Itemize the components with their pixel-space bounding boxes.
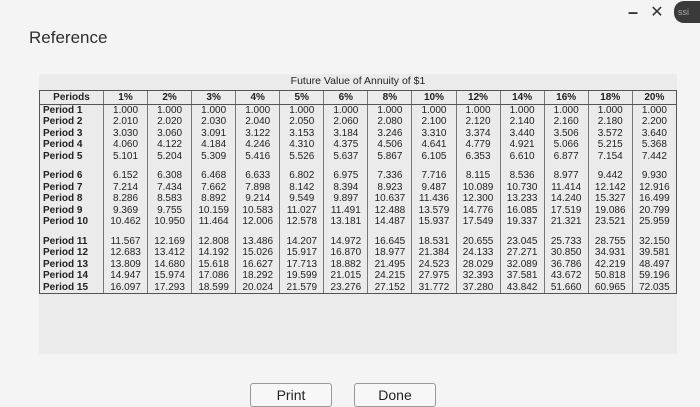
table-cell: 4.506	[368, 139, 412, 151]
table-cell: 12.808	[192, 236, 236, 248]
table-cell: 1.000	[632, 104, 676, 116]
table-row	[40, 193, 677, 205]
table-cell: 1.000	[148, 104, 192, 116]
table-cell: 43.842	[500, 282, 544, 294]
table-cell: 14.776	[456, 205, 500, 217]
table-cell: 15.917	[280, 247, 324, 259]
header-rate: 1%	[104, 91, 148, 105]
table-cell: 4.641	[412, 139, 456, 151]
table-cell: 21.015	[324, 270, 368, 282]
table-cell: 21.495	[368, 259, 412, 271]
table-cell: 3.506	[544, 128, 588, 140]
table-cell: 15.974	[148, 270, 192, 282]
table-cell: 32.393	[456, 270, 500, 282]
close-icon[interactable]: ✕	[650, 4, 664, 21]
table-cell: 24.523	[412, 259, 456, 271]
table-cell: 5.066	[544, 139, 588, 151]
table-cell: 13.412	[148, 247, 192, 259]
spacer-cell	[412, 228, 456, 236]
header-rate: 6%	[324, 91, 368, 105]
header-row	[40, 91, 677, 105]
table-cell: 7.716	[412, 170, 456, 182]
table-cell: 3.440	[500, 128, 544, 140]
table-cell: 14.947	[104, 270, 148, 282]
table-cell: 8.583	[148, 193, 192, 205]
table-cell: 17.293	[148, 282, 192, 294]
table-cell: 18.292	[236, 270, 280, 282]
table-cell: 3.091	[192, 128, 236, 140]
table-cell: 4.060	[104, 139, 148, 151]
table-cell: 14.207	[280, 236, 324, 248]
table-cell: 36.786	[544, 259, 588, 271]
table-cell: 4.184	[192, 139, 236, 151]
table-cell: 12.916	[632, 182, 676, 194]
table-cell: 2.200	[632, 116, 676, 128]
spacer-cell	[500, 228, 544, 236]
header-rate: 2%	[148, 91, 192, 105]
table-cell: 8.394	[324, 182, 368, 194]
table-cell: 7.662	[192, 182, 236, 194]
table-cell: 2.010	[104, 116, 148, 128]
header-periods: Periods	[40, 91, 104, 105]
table-row	[40, 236, 677, 248]
table-cell: 7.434	[148, 182, 192, 194]
spacer-cell	[192, 228, 236, 236]
header-rate: 10%	[412, 91, 456, 105]
table-cell: 5.368	[632, 139, 676, 151]
spacer-cell	[588, 228, 632, 236]
table-cell: 16.097	[104, 282, 148, 294]
table-cell: 17.549	[456, 216, 500, 228]
header-rate: 14%	[500, 91, 544, 105]
table-cell: 37.581	[500, 270, 544, 282]
table-cell: 11.414	[544, 182, 588, 194]
table-cell: 6.353	[456, 151, 500, 163]
table-cell: 4.246	[236, 139, 280, 151]
table-cell: 27.975	[412, 270, 456, 282]
table-cell: 7.214	[104, 182, 148, 194]
spacer-cell	[324, 228, 368, 236]
table-cell: 34.931	[588, 247, 632, 259]
header-rate: 18%	[588, 91, 632, 105]
header-rate: 3%	[192, 91, 236, 105]
table-cell: 2.020	[148, 116, 192, 128]
table-cell: 13.233	[500, 193, 544, 205]
table-cell: 3.184	[324, 128, 368, 140]
table-cell: 1.000	[280, 104, 324, 116]
table-cell: 4.779	[456, 139, 500, 151]
table-cell: 11.567	[104, 236, 148, 248]
table-cell: 1.000	[368, 104, 412, 116]
annuity-table-container	[39, 74, 677, 354]
table-cell: 7.336	[368, 170, 412, 182]
header-rate: 12%	[456, 91, 500, 105]
row-label: Period 13	[40, 259, 104, 271]
spacer-cell	[40, 162, 104, 170]
table-cell: 27.152	[368, 282, 412, 294]
table-row	[40, 116, 677, 128]
row-label: Period 14	[40, 270, 104, 282]
table-cell: 20.655	[456, 236, 500, 248]
table-cell: 2.050	[280, 116, 324, 128]
table-cell: 5.309	[192, 151, 236, 163]
table-cell: 12.169	[148, 236, 192, 248]
table-row	[40, 139, 677, 151]
table-cell: 1.000	[544, 104, 588, 116]
row-label: Period 8	[40, 193, 104, 205]
spacer-cell	[280, 228, 324, 236]
spacer-cell	[104, 228, 148, 236]
table-cell: 20.024	[236, 282, 280, 294]
table-row	[40, 170, 677, 182]
table-cell: 21.321	[544, 216, 588, 228]
table-cell: 9.487	[412, 182, 456, 194]
table-cell: 15.937	[412, 216, 456, 228]
row-label: Period 9	[40, 205, 104, 217]
table-row	[40, 128, 677, 140]
table-cell: 4.122	[148, 139, 192, 151]
table-cell: 2.040	[236, 116, 280, 128]
table-cell: 42.219	[588, 259, 632, 271]
table-cell: 12.300	[456, 193, 500, 205]
table-cell: 25.733	[544, 236, 588, 248]
row-label: Period 11	[40, 236, 104, 248]
table-cell: 30.850	[544, 247, 588, 259]
table-cell: 10.583	[236, 205, 280, 217]
table-cell: 3.060	[148, 128, 192, 140]
table-row	[40, 270, 677, 282]
table-cell: 6.610	[500, 151, 544, 163]
table-cell: 8.923	[368, 182, 412, 194]
print-button[interactable]: Print	[250, 383, 332, 407]
spacer-cell	[588, 162, 632, 170]
row-spacer	[40, 228, 677, 236]
minimize-icon[interactable]: –	[627, 1, 638, 22]
row-label: Period 2	[40, 116, 104, 128]
table-cell: 43.672	[544, 270, 588, 282]
table-cell: 9.930	[632, 170, 676, 182]
spacer-cell	[104, 162, 148, 170]
table-cell: 1.000	[104, 104, 148, 116]
table-cell: 8.536	[500, 170, 544, 182]
table-row	[40, 104, 677, 116]
table-cell: 6.308	[148, 170, 192, 182]
table-cell: 23.276	[324, 282, 368, 294]
table-cell: 15.327	[588, 193, 632, 205]
table-cell: 16.499	[632, 193, 676, 205]
table-cell: 2.140	[500, 116, 544, 128]
table-cell: 17.086	[192, 270, 236, 282]
spacer-cell	[148, 162, 192, 170]
table-cell: 3.374	[456, 128, 500, 140]
table-cell: 5.215	[588, 139, 632, 151]
table-cell: 12.683	[104, 247, 148, 259]
table-cell: 5.637	[324, 151, 368, 163]
row-label: Period 15	[40, 282, 104, 294]
table-cell: 24.215	[368, 270, 412, 282]
table-cell: 12.006	[236, 216, 280, 228]
table-cell: 8.142	[280, 182, 324, 194]
table-cell: 3.153	[280, 128, 324, 140]
spacer-cell	[456, 162, 500, 170]
table-cell: 48.497	[632, 259, 676, 271]
table-cell: 14.240	[544, 193, 588, 205]
table-cell: 19.086	[588, 205, 632, 217]
table-cell: 12.142	[588, 182, 632, 194]
done-button[interactable]: Done	[354, 383, 436, 407]
spacer-cell	[280, 162, 324, 170]
table-cell: 72.035	[632, 282, 676, 294]
table-row	[40, 182, 677, 194]
table-cell: 25.959	[632, 216, 676, 228]
table-cell: 3.572	[588, 128, 632, 140]
future-value-annuity-table	[39, 90, 677, 294]
table-row	[40, 282, 677, 294]
table-cell: 10.159	[192, 205, 236, 217]
background-window-tab	[674, 1, 700, 23]
table-cell: 5.204	[148, 151, 192, 163]
table-cell: 23.045	[500, 236, 544, 248]
table-cell: 4.921	[500, 139, 544, 151]
header-rate: 8%	[368, 91, 412, 105]
table-cell: 14.680	[148, 259, 192, 271]
table-cell: 3.640	[632, 128, 676, 140]
table-cell: 16.870	[324, 247, 368, 259]
table-cell: 37.280	[456, 282, 500, 294]
table-cell: 10.089	[456, 182, 500, 194]
table-cell: 10.950	[148, 216, 192, 228]
table-cell: 11.436	[412, 193, 456, 205]
table-cell: 31.772	[412, 282, 456, 294]
table-cell: 14.487	[368, 216, 412, 228]
table-cell: 1.000	[456, 104, 500, 116]
table-cell: 12.578	[280, 216, 324, 228]
spacer-cell	[324, 162, 368, 170]
row-label: Period 6	[40, 170, 104, 182]
table-cell: 50.818	[588, 270, 632, 282]
table-cell: 19.599	[280, 270, 324, 282]
table-row	[40, 151, 677, 163]
spacer-cell	[40, 228, 104, 236]
table-cell: 5.526	[280, 151, 324, 163]
header-rate: 4%	[236, 91, 280, 105]
header-rate: 20%	[632, 91, 676, 105]
table-cell: 17.713	[280, 259, 324, 271]
row-label: Period 7	[40, 182, 104, 194]
header-rate: 5%	[280, 91, 324, 105]
table-cell: 10.730	[500, 182, 544, 194]
table-cell: 21.579	[280, 282, 324, 294]
table-cell: 14.192	[192, 247, 236, 259]
table-row	[40, 205, 677, 217]
table-cell: 9.549	[280, 193, 324, 205]
table-body	[40, 104, 677, 294]
table-cell: 13.809	[104, 259, 148, 271]
table-cell: 6.152	[104, 170, 148, 182]
table-cell: 5.867	[368, 151, 412, 163]
table-cell: 2.180	[588, 116, 632, 128]
table-cell: 39.581	[632, 247, 676, 259]
table-cell: 12.488	[368, 205, 412, 217]
table-cell: 23.521	[588, 216, 632, 228]
table-cell: 6.105	[412, 151, 456, 163]
table-title: Future Value of Annuity of $1	[290, 75, 426, 87]
spacer-cell	[544, 162, 588, 170]
table-cell: 51.660	[544, 282, 588, 294]
spacer-cell	[148, 228, 192, 236]
table-cell: 13.579	[412, 205, 456, 217]
table-cell: 28.755	[588, 236, 632, 248]
spacer-cell	[236, 162, 280, 170]
table-cell: 17.519	[544, 205, 588, 217]
table-cell: 18.977	[368, 247, 412, 259]
table-cell: 2.120	[456, 116, 500, 128]
table-cell: 9.755	[148, 205, 192, 217]
row-label: Period 10	[40, 216, 104, 228]
table-cell: 13.181	[324, 216, 368, 228]
table-cell: 16.085	[500, 205, 544, 217]
table-cell: 21.384	[412, 247, 456, 259]
table-cell: 24.133	[456, 247, 500, 259]
table-cell: 20.799	[632, 205, 676, 217]
spacer-cell	[456, 228, 500, 236]
table-cell: 28.029	[456, 259, 500, 271]
table-cell: 8.977	[544, 170, 588, 182]
spacer-cell	[632, 162, 676, 170]
table-cell: 9.214	[236, 193, 280, 205]
table-cell: 2.030	[192, 116, 236, 128]
table-cell: 59.196	[632, 270, 676, 282]
table-cell: 1.000	[192, 104, 236, 116]
spacer-cell	[368, 228, 412, 236]
table-cell: 2.080	[368, 116, 412, 128]
table-cell: 5.416	[236, 151, 280, 163]
spacer-cell	[412, 162, 456, 170]
spacer-cell	[632, 228, 676, 236]
table-cell: 9.369	[104, 205, 148, 217]
table-cell: 18.882	[324, 259, 368, 271]
table-cell: 7.898	[236, 182, 280, 194]
spacer-cell	[368, 162, 412, 170]
table-cell: 9.442	[588, 170, 632, 182]
table-cell: 8.892	[192, 193, 236, 205]
table-cell: 3.122	[236, 128, 280, 140]
table-cell: 8.286	[104, 193, 148, 205]
table-cell: 10.637	[368, 193, 412, 205]
table-cell: 1.000	[236, 104, 280, 116]
dialog-title: Reference	[29, 28, 108, 47]
table-cell: 2.060	[324, 116, 368, 128]
table-cell: 15.618	[192, 259, 236, 271]
table-cell: 8.115	[456, 170, 500, 182]
window-controls	[622, 0, 700, 24]
table-cell: 1.000	[500, 104, 544, 116]
table-row	[40, 216, 677, 228]
spacer-cell	[544, 228, 588, 236]
table-cell: 5.101	[104, 151, 148, 163]
row-label: Period 4	[40, 139, 104, 151]
table-cell: 6.802	[280, 170, 324, 182]
table-cell: 14.972	[324, 236, 368, 248]
table-cell: 11.491	[324, 205, 368, 217]
table-cell: 60.965	[588, 282, 632, 294]
table-cell: 2.100	[412, 116, 456, 128]
table-cell: 11.464	[192, 216, 236, 228]
row-label: Period 12	[40, 247, 104, 259]
background-window-tab-label: ssi	[678, 7, 689, 17]
table-cell: 18.531	[412, 236, 456, 248]
table-cell: 9.897	[324, 193, 368, 205]
table-cell: 7.442	[632, 151, 676, 163]
table-cell: 1.000	[588, 104, 632, 116]
table-cell: 27.271	[500, 247, 544, 259]
table-cell: 6.975	[324, 170, 368, 182]
table-cell: 11.027	[280, 205, 324, 217]
table-cell: 6.468	[192, 170, 236, 182]
table-cell: 4.310	[280, 139, 324, 151]
spacer-cell	[192, 162, 236, 170]
table-cell: 2.160	[544, 116, 588, 128]
table-row	[40, 259, 677, 271]
row-label: Period 5	[40, 151, 104, 163]
table-cell: 19.337	[500, 216, 544, 228]
table-cell: 16.645	[368, 236, 412, 248]
spacer-cell	[500, 162, 544, 170]
row-spacer	[40, 162, 677, 170]
table-cell: 3.310	[412, 128, 456, 140]
table-cell: 32.150	[632, 236, 676, 248]
row-label: Period 3	[40, 128, 104, 140]
table-cell: 10.462	[104, 216, 148, 228]
table-cell: 3.246	[368, 128, 412, 140]
table-cell: 32.089	[500, 259, 544, 271]
table-cell: 1.000	[324, 104, 368, 116]
spacer-cell	[236, 228, 280, 236]
table-cell: 16.627	[236, 259, 280, 271]
table-cell: 15.026	[236, 247, 280, 259]
table-row	[40, 247, 677, 259]
header-rate: 16%	[544, 91, 588, 105]
table-cell: 3.030	[104, 128, 148, 140]
row-label: Period 1	[40, 104, 104, 116]
table-cell: 4.375	[324, 139, 368, 151]
table-cell: 13.486	[236, 236, 280, 248]
table-cell: 18.599	[192, 282, 236, 294]
table-cell: 6.633	[236, 170, 280, 182]
table-cell: 1.000	[412, 104, 456, 116]
table-cell: 6.877	[544, 151, 588, 163]
table-cell: 7.154	[588, 151, 632, 163]
